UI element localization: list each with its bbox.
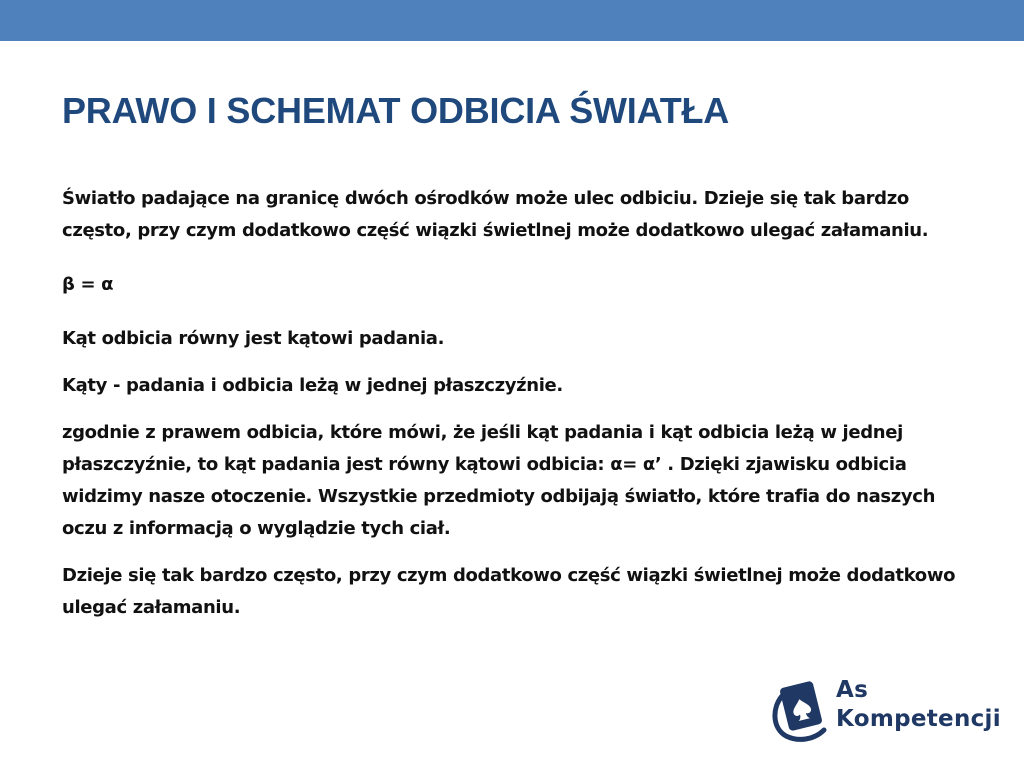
paragraph-reflection-law: zgodnie z prawem odbicia, które mówi, że jeśli kąt padania i kąt odbicia leżą w jednej płaszczyźnie, to kąt padania jest równy kątowi odbicia: α= α’ . Dzięki zjawisku odbicia widzimy nasze otoczenie. Wszystkie przedmioty odbijają światło, które trafia do naszych oczu z informacją o wyglądzie tych ciał. (62, 422, 936, 539)
top-accent-bar (0, 0, 1024, 41)
paragraph-refraction-note: Dzieje się tak bardzo często, przy czym dodatkowo część wiązki świetlnej może dodatkowo ulegać załamaniu. (62, 565, 956, 618)
paragraph-intro: Światło padające na granicę dwóch ośrodków może ulec odbiciu. Dzieje się tak bardzo często, przy czym dodatkowo część wiązki świetlnej może dodatkowo ulegać załamaniu. (62, 188, 929, 241)
slide-body (62, 183, 972, 639)
paragraph-angle-rule: Kąt odbicia równy jest kątowi padania. (62, 328, 445, 349)
logo-line-kompetencji: Kompetencji (836, 706, 1001, 732)
logo-line-as: As (836, 677, 869, 703)
card-spade-icon (768, 672, 832, 742)
slide-title: PRAWO I SCHEMAT ODBICIA ŚWIATŁA (62, 90, 730, 131)
formula: β = α (62, 274, 114, 295)
as-kompetencji-logo (768, 672, 1008, 744)
paragraph-plane-rule: Kąty - padania i odbicia leżą w jednej płaszczyźnie. (62, 375, 563, 396)
logo-text (836, 676, 1001, 734)
